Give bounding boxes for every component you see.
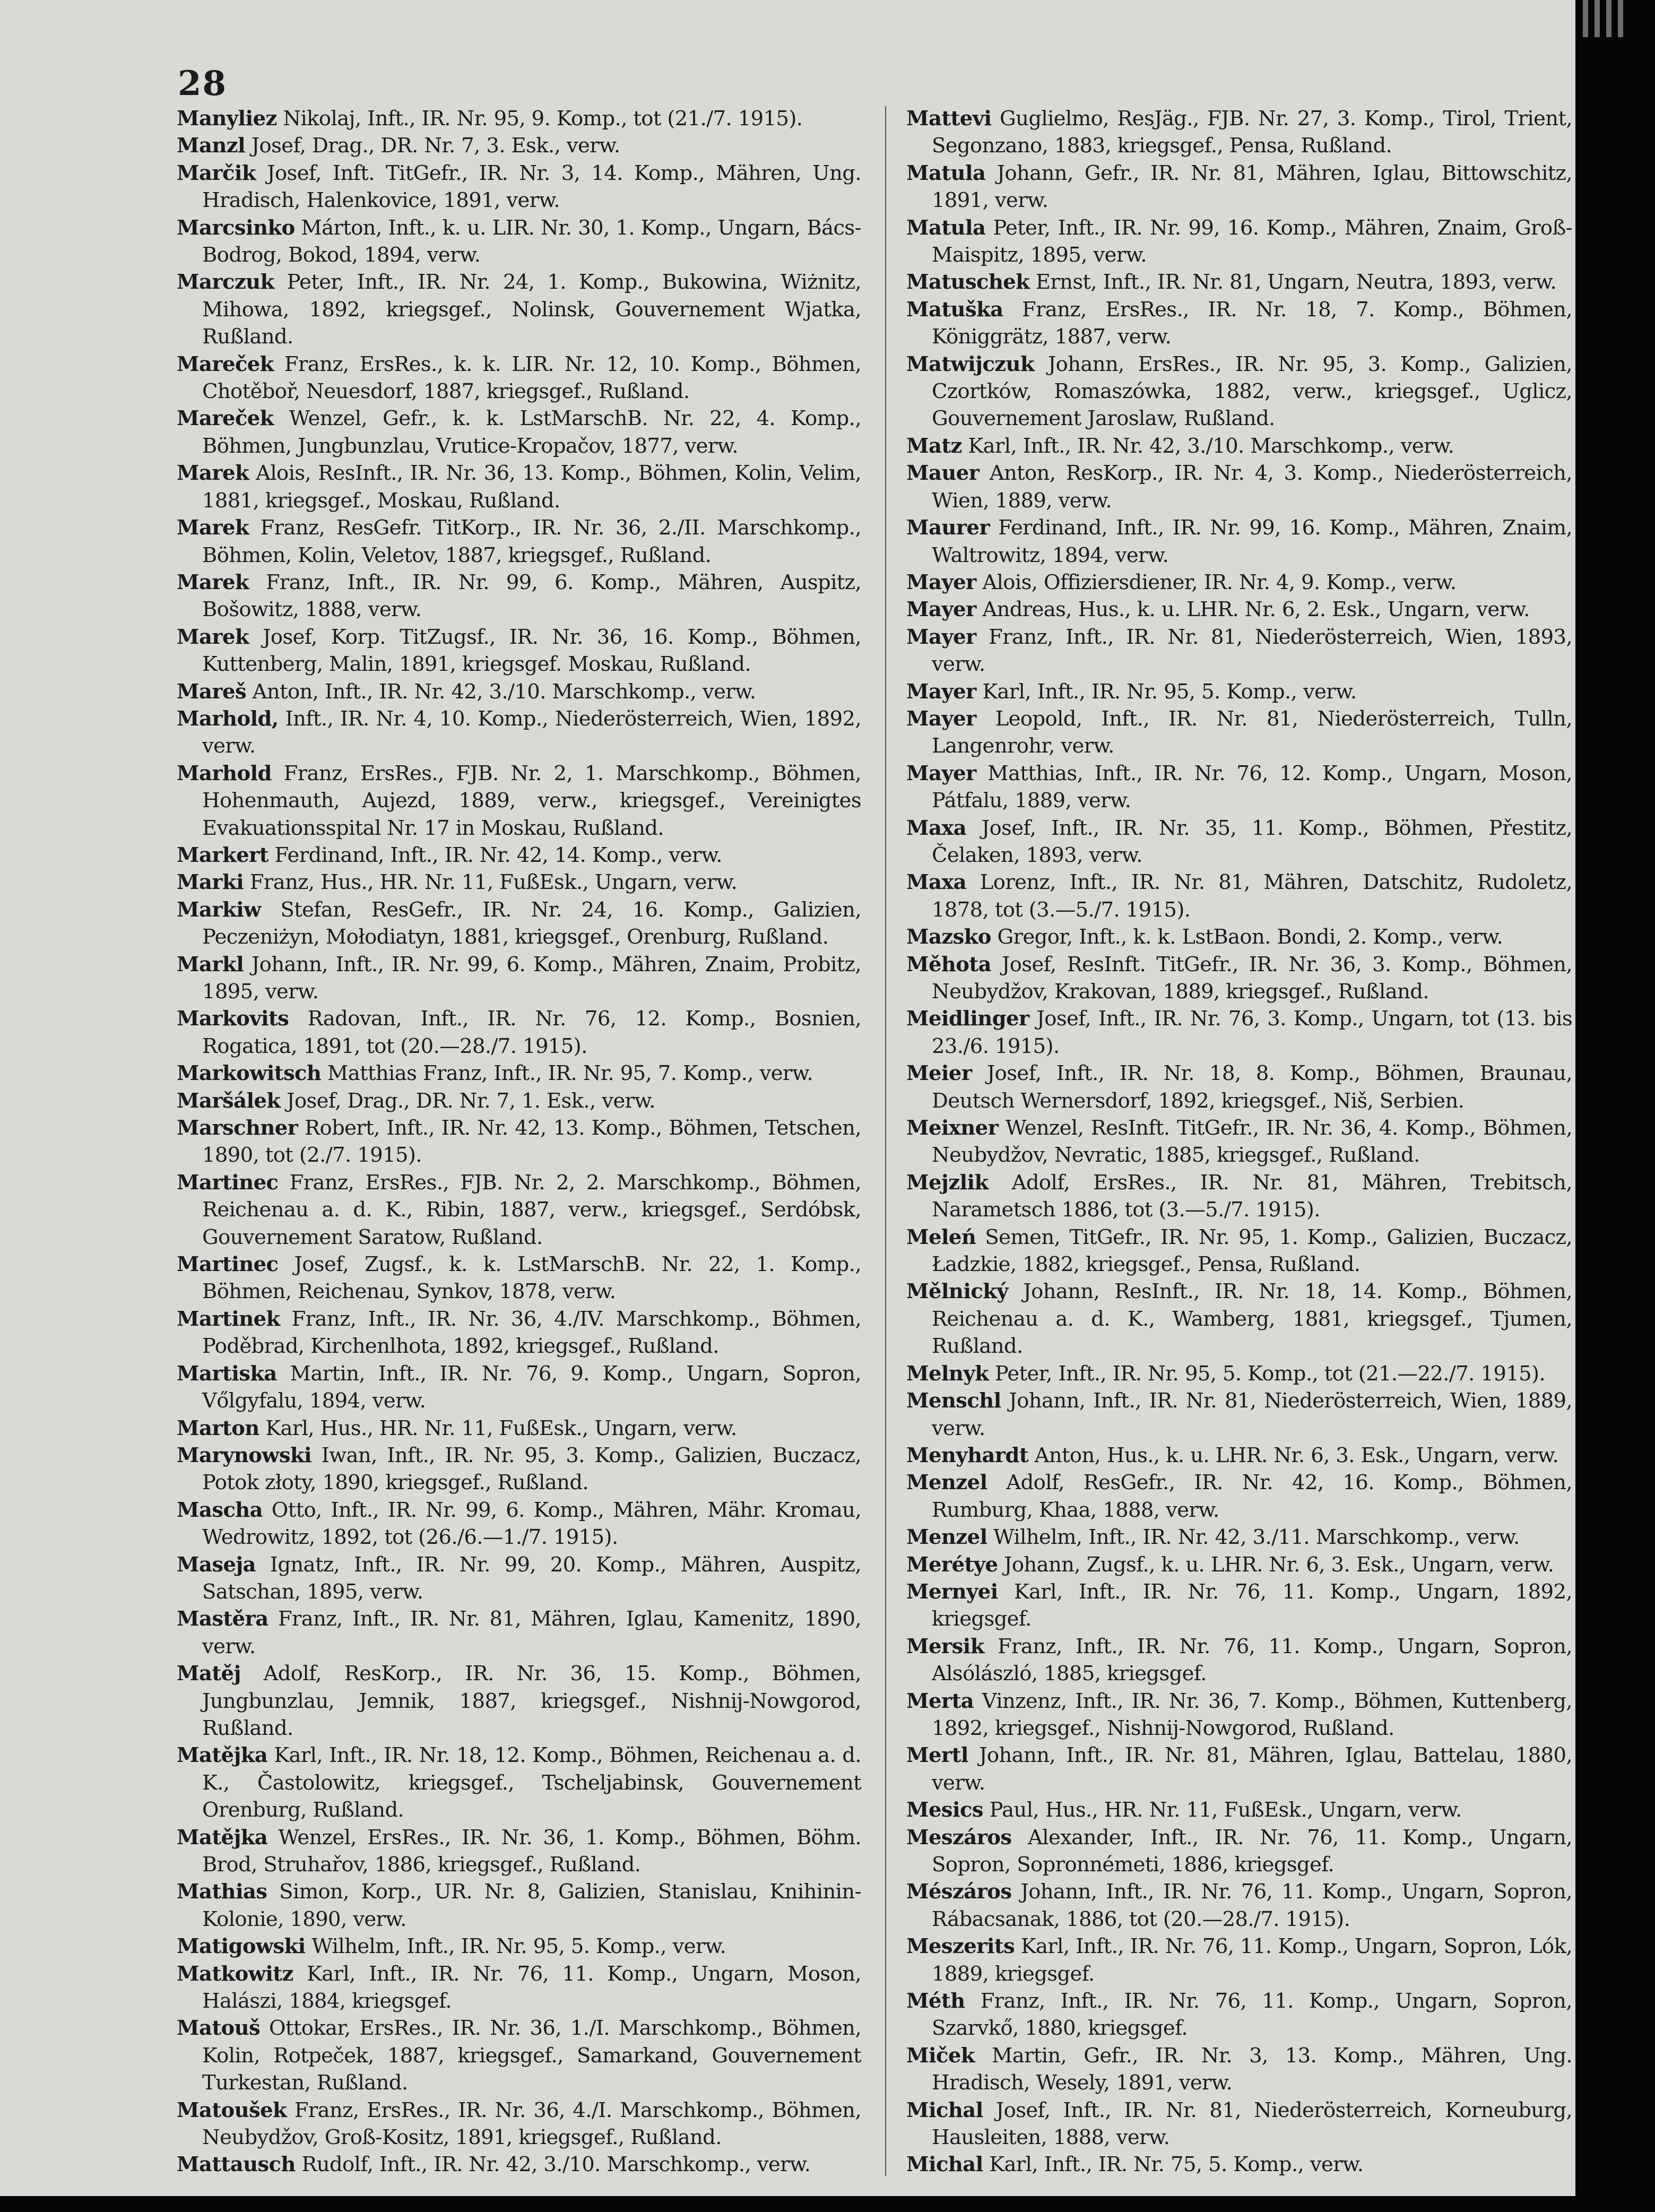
register-entry: [177, 514, 861, 569]
entry-surname: Miček: [906, 2043, 975, 2068]
entry-details: Iwan, Inft., IR. Nr. 95, 3. Komp., Galizien, Buczacz, Potok złoty, 1890, kriegsgef., Rußland.: [202, 1443, 861, 1495]
entry-surname: Maseja: [177, 1552, 256, 1577]
register-entry: [906, 460, 1572, 514]
entry-surname: Marčik: [177, 161, 256, 185]
entry-surname: Maxa: [906, 816, 967, 840]
entry-surname: Matkowitz: [177, 1962, 293, 1986]
page-number: 28: [178, 64, 228, 103]
register-entry: [177, 1551, 861, 1606]
entry-surname: Marki: [177, 870, 244, 895]
entry-details: Johann, Inft., IR. Nr. 81, Mähren, Iglau, Battelau, 1880, verw.: [932, 1743, 1572, 1795]
register-entry: [177, 1660, 861, 1742]
entry-surname: Mészáros: [906, 1880, 1012, 1904]
entry-details: Inft., IR. Nr. 4, 10. Komp., Niederösterreich, Wien, 1892, verw.: [202, 706, 861, 758]
entry-surname: Marczuk: [177, 270, 274, 295]
register-entry: [177, 2015, 861, 2096]
entry-surname: Marcsinko: [177, 215, 295, 240]
entry-details: Josef, Inft., IR. Nr. 81, Niederösterreich, Korneuburg, Hausleiten, 1888, verw.: [932, 2098, 1573, 2150]
entry-surname: Mascha: [177, 1498, 263, 1522]
register-entry: [906, 624, 1572, 678]
register-entry: [177, 1114, 861, 1169]
entry-details: Márton, Inft., k. u. LIR. Nr. 30, 1. Komp., Ungarn, Bács-Bodrog, Bokod, 1894, verw.: [202, 215, 861, 267]
entry-details: Franz, Inft., IR. Nr. 76, 11. Komp., Ungarn, Sopron, Szarvkő, 1880, kriegsgef.: [932, 1989, 1572, 2041]
entry-details: Johann, Inft., IR. Nr. 76, 11. Komp., Ungarn, Sopron, Rábacsanak, 1886, tot (20.—28./7. 1915).: [932, 1880, 1572, 1931]
entry-details: Ferdinand, Inft., IR. Nr. 99, 16. Komp., Mähren, Znaim, Waltrowitz, 1894, verw.: [932, 516, 1573, 567]
register-entry: [906, 160, 1572, 214]
register-entry: [177, 1933, 861, 1960]
register-entry: [177, 1960, 861, 2015]
entry-surname: Michal: [906, 2153, 983, 2177]
entry-details: Karl, Inft., IR. Nr. 76, 11. Komp., Ungarn, Moson, Halászi, 1884, kriegsgef.: [202, 1962, 861, 2014]
entry-surname: Maurer: [906, 516, 990, 540]
entry-details: Karl, Inft., IR. Nr. 76, 11. Komp., Ungarn, 1892, kriegsgef.: [932, 1579, 1573, 1631]
entry-surname: Matoušek: [177, 2098, 287, 2122]
register-entry: [906, 815, 1572, 869]
entry-surname: Mesics: [906, 1798, 983, 1822]
entry-details: Josef, Inft., IR. Nr. 35, 11. Komp., Böhmen, Přestitz, Čelaken, 1893, verw.: [932, 816, 1572, 867]
entry-details: Wilhelm, Inft., IR. Nr. 42, 3./11. Marschkomp., verw.: [993, 1525, 1520, 1550]
register-entry: [906, 1933, 1572, 1988]
entry-details: Franz, ErsRes., FJB. Nr. 2, 1. Marschkomp., Böhmen, Hohenmauth, Aujezd, 1889, verw., kriegsgef., Vereinigtes Evakuationsspital Nr. 17 in Moskau, Rußland.: [202, 761, 861, 840]
entry-details: Semen, TitGefr., IR. Nr. 95, 1. Komp., Galizien, Buczacz, Ładzkie, 1882, kriegsgef., Pensa, Rußland.: [932, 1225, 1573, 1277]
entry-details: Karl, Inft., IR. Nr. 76, 11. Komp., Ungarn, Sopron, Lók, 1889, kriegsgef.: [932, 1934, 1572, 1986]
entry-details: Johann, Gefr., IR. Nr. 81, Mähren, Iglau, Bittowschitz, 1891, verw.: [932, 161, 1572, 213]
entry-details: Franz, Inft., IR. Nr. 81, Mähren, Iglau, Kamenitz, 1890, verw.: [202, 1607, 862, 1658]
entry-surname: Manzl: [177, 134, 246, 158]
entry-details: Wenzel, Gefr., k. k. LstMarschB. Nr. 22, 4. Komp., Böhmen, Jungbunzlau, Vrutice-Kropačov, 1877, verw.: [202, 407, 861, 458]
entry-details: Anton, Hus., k. u. LHR. Nr. 6, 3. Esk., Ungarn, verw.: [1034, 1443, 1559, 1467]
register-entry: [906, 705, 1572, 760]
entry-surname: Marhold: [177, 761, 272, 785]
entry-details: Otto, Inft., IR. Nr. 99, 6. Komp., Mähren, Mähr. Kromau, Wedrowitz, 1892, tot (26./6.—1./7. 1915).: [202, 1498, 862, 1550]
entry-details: Josef, Korp. TitZugsf., IR. Nr. 36, 16. Komp., Böhmen, Kuttenberg, Malin, 1891, kriegsgef. Moskau, Rußland.: [202, 625, 861, 677]
entry-surname: Mareček: [177, 407, 274, 431]
entry-details: Franz, ErsRes., FJB. Nr. 2, 2. Marschkomp., Böhmen, Reichenau a. d. K., Ribin, 1887, verw., kriegsgef., Serdóbsk, Gouvernement Saratow, Rußland.: [202, 1170, 861, 1249]
entry-details: Andreas, Hus., k. u. LHR. Nr. 6, 2. Esk., Ungarn, verw.: [982, 598, 1530, 622]
entry-details: Johann, ErsRes., IR. Nr. 95, 3. Komp., Galizien, Czortków, Romaszówka, 1882, verw., kriegsgef., Uglicz, Gouvernement Jaroslaw, Rußland.: [932, 352, 1572, 431]
entry-surname: Mauer: [906, 461, 980, 486]
entry-surname: Mazsko: [906, 925, 991, 949]
entry-surname: Mareček: [177, 352, 274, 376]
entry-details: Karl, Inft., IR. Nr. 75, 5. Komp., verw.: [989, 2153, 1364, 2177]
register-entry: [906, 1442, 1572, 1469]
entry-surname: Martinek: [177, 1307, 280, 1331]
entry-surname: Mayer: [906, 598, 976, 622]
register-entry: [906, 1060, 1572, 1114]
register-entry: [177, 678, 861, 705]
register-entry: [906, 1278, 1572, 1360]
entry-details: Leopold, Inft., IR. Nr. 81, Niederösterreich, Tulln, Langenrohr, verw.: [932, 706, 1572, 758]
register-entry: [177, 2097, 861, 2151]
register-entry: [177, 1497, 861, 1551]
entry-details: Josef, Inft. TitGefr., IR. Nr. 3, 14. Komp., Mähren, Ung. Hradisch, Halenkovice, 1891, verw.: [202, 161, 861, 213]
entry-details: Johann, Inft., IR. Nr. 99, 6. Komp., Mähren, Znaim, Probitz, 1895, verw.: [202, 952, 861, 1004]
entry-surname: Matula: [906, 161, 986, 185]
entry-details: Vinzenz, Inft., IR. Nr. 36, 7. Komp., Böhmen, Kuttenberg, 1892, kriegsgef., Nishnij-Nowgorod, Rußland.: [932, 1689, 1572, 1740]
entry-surname: Matouš: [177, 2016, 261, 2041]
entry-surname: Matz: [906, 434, 962, 458]
entry-surname: Meszerits: [906, 1934, 1015, 1959]
register-entry: [906, 1169, 1572, 1224]
entry-surname: Mayer: [906, 570, 976, 594]
entry-details: Peter, Inft., IR. Nr. 24, 1. Komp., Bukowina, Wiżnitz, Mihowa, 1892, kriegsgef., Nolinsk, Gouvernement Wjatka, Rußland.: [202, 270, 861, 349]
entry-details: Wilhelm, Inft., IR. Nr. 95, 5. Komp., verw.: [311, 1934, 726, 1959]
entry-surname: Maxa: [906, 870, 967, 895]
entry-surname: Měhota: [906, 952, 991, 977]
register-entry: [177, 105, 861, 132]
entry-details: Matthias Franz, Inft., IR. Nr. 95, 7. Komp., verw.: [327, 1061, 813, 1086]
entry-surname: Meszáros: [906, 1825, 1012, 1850]
entry-surname: Meier: [906, 1061, 972, 1086]
register-entry: [906, 1524, 1572, 1551]
entry-details: Adolf, ResGefr., IR. Nr. 42, 16. Komp., Böhmen, Rumburg, Khaa, 1888, verw.: [932, 1471, 1572, 1522]
entry-surname: Markl: [177, 952, 244, 977]
entry-details: Ignatz, Inft., IR. Nr. 99, 20. Komp., Mähren, Auspitz, Satschan, 1895, verw.: [202, 1552, 861, 1604]
entry-details: Josef, ResInft. TitGefr., IR. Nr. 36, 3. Komp., Böhmen, Neubydžov, Krakovan, 1889, kriegsgef., Rußland.: [932, 952, 1572, 1004]
entry-details: Johann, Zugsf., k. u. LHR. Nr. 6, 3. Esk., Ungarn, verw.: [1003, 1552, 1554, 1577]
entry-details: Ferdinand, Inft., IR. Nr. 42, 14. Komp., verw.: [274, 843, 723, 867]
register-entry: [177, 760, 861, 842]
register-entry: [177, 896, 861, 951]
register-entry: [177, 1251, 861, 1306]
entry-surname: Menyhardt: [906, 1443, 1028, 1467]
entry-surname: Manyliez: [177, 107, 277, 131]
register-entry: [177, 160, 861, 214]
register-entry: [177, 1306, 861, 1360]
register-entry: [906, 596, 1572, 623]
register-entry: [906, 1742, 1572, 1796]
entry-surname: Mersik: [906, 1634, 984, 1658]
entry-details: Peter, Inft., IR. Nr. 99, 16. Komp., Mähren, Znaim, Groß-Maispitz, 1895, verw.: [932, 215, 1573, 267]
scan-edge-notch: [1606, 0, 1611, 37]
left-column: [177, 105, 861, 2179]
register-entry: [177, 405, 861, 460]
entry-details: Karl, Inft., IR. Nr. 18, 12. Komp., Böhmen, Reichenau a. d. K., Častolowitz, kriegsgef., Tscheljabinsk, Gouvernement Orenburg, Rußland.: [202, 1743, 861, 1822]
entry-surname: Markert: [177, 843, 268, 867]
entry-details: Simon, Korp., UR. Nr. 8, Galizien, Stanislau, Knihinin-Kolonie, 1890, verw.: [202, 1880, 862, 1931]
register-entry: [177, 460, 861, 514]
entry-surname: Mareš: [177, 679, 247, 704]
register-entry: [906, 2042, 1572, 2097]
entry-surname: Matwijczuk: [906, 352, 1035, 376]
entry-surname: Mernyei: [906, 1579, 998, 1604]
entry-details: Johann, ResInft., IR. Nr. 18, 14. Komp., Böhmen, Reichenau a. d. K., Wamberg, 1881, kriegsgef., Tjumen, Rußland.: [932, 1280, 1573, 1359]
entry-details: Gregor, Inft., k. k. LstBaon. Bondi, 2. Komp., verw.: [997, 925, 1503, 949]
register-entry: [177, 351, 861, 405]
scan-edge-notch: [1583, 0, 1588, 37]
entry-surname: Marynowski: [177, 1443, 312, 1467]
entry-details: Paul, Hus., HR. Nr. 11, FußEsk., Ungarn, verw.: [989, 1798, 1462, 1822]
entry-surname: Mathias: [177, 1880, 267, 1904]
register-entry: [177, 1415, 861, 1442]
entry-surname: Matěj: [177, 1662, 241, 1686]
register-entry: [906, 214, 1572, 269]
entry-surname: Michal: [906, 2098, 983, 2122]
register-entry: [906, 296, 1572, 351]
register-entry: [177, 1169, 861, 1251]
register-entry: [906, 1578, 1572, 1633]
entry-details: Josef, Drag., DR. Nr. 7, 3. Esk., verw.: [251, 134, 620, 158]
register-entry: [177, 842, 861, 869]
entry-surname: Menzel: [906, 1525, 987, 1550]
register-entry: [906, 951, 1572, 1006]
entry-surname: Martinec: [177, 1252, 279, 1277]
column-divider: [885, 106, 886, 2176]
register-entry: [906, 1988, 1572, 2042]
entry-surname: Matula: [906, 215, 986, 240]
entry-details: Alois, Offiziersdiener, IR. Nr. 4, 9. Komp., verw.: [982, 570, 1457, 594]
entry-details: Franz, Inft., IR. Nr. 99, 6. Komp., Mähren, Auspitz, Bošowitz, 1888, verw.: [202, 570, 862, 622]
entry-surname: Marhold,: [177, 706, 279, 731]
register-entry: [906, 2097, 1572, 2151]
register-entry: [906, 923, 1572, 951]
entry-surname: Méth: [906, 1989, 965, 2014]
entry-surname: Martinec: [177, 1170, 279, 1195]
register-entry: [906, 1114, 1572, 1169]
entry-surname: Markovits: [177, 1007, 289, 1031]
entry-details: Martin, Inft., IR. Nr. 76, 9. Komp., Ungarn, Sopron, Vőlgyfalu, 1894, verw.: [202, 1361, 861, 1413]
entry-details: Wenzel, ResInft. TitGefr., IR. Nr. 36, 4. Komp., Böhmen, Neubydžov, Nevratic, 1885, kriegsgef., Rußland.: [932, 1116, 1572, 1168]
entry-details: Franz, ResGefr. TitKorp., IR. Nr. 36, 2./II. Marschkomp., Böhmen, Kolin, Veletov, 1887, kriegsgef., Rußland.: [202, 516, 862, 567]
entry-surname: Markowitsch: [177, 1061, 322, 1086]
entry-details: Matthias, Inft., IR. Nr. 76, 12. Komp., Ungarn, Moson, Pátfalu, 1889, verw.: [932, 761, 1572, 813]
register-entry: [906, 760, 1572, 815]
register-entry: [177, 269, 861, 350]
register-entry: [906, 1633, 1572, 1688]
scan-edge-bottom: [0, 2196, 1655, 2212]
entry-details: Ottokar, ErsRes., IR. Nr. 36, 1./I. Marschkomp., Böhmen, Kolin, Rotpeček, 1887, kriegsgef., Samarkand, Gouvernement Turkestan, Rußland.: [202, 2016, 861, 2095]
entry-surname: Marek: [177, 461, 249, 486]
register-entry: [906, 433, 1572, 460]
entry-surname: Mejzlik: [906, 1170, 989, 1195]
register-entry: [177, 1605, 861, 1660]
register-entry: [906, 1224, 1572, 1278]
entry-details: Anton, Inft., IR. Nr. 42, 3./10. Marschkomp., verw.: [252, 679, 756, 704]
register-entry: [906, 1360, 1572, 1387]
entry-surname: Martiska: [177, 1361, 277, 1386]
register-entry: [906, 351, 1572, 433]
register-entry: [906, 869, 1572, 923]
entry-surname: Marton: [177, 1416, 259, 1440]
entry-details: Guglielmo, ResJäg., FJB. Nr. 27, 3. Komp., Tirol, Trient, Segonzano, 1883, kriegsgef., Pensa, Rußland.: [932, 107, 1572, 158]
entry-details: Adolf, ErsRes., IR. Nr. 81, Mähren, Trebitsch, Narametsch 1886, tot (3.—5./7. 1915).: [932, 1170, 1572, 1222]
entry-surname: Marschner: [177, 1116, 298, 1140]
entry-surname: Marek: [177, 516, 249, 540]
register-entry: [177, 1060, 861, 1087]
entry-details: Karl, Hus., HR. Nr. 11, FußEsk., Ungarn, verw.: [265, 1416, 737, 1440]
entry-details: Karl, Inft., IR. Nr. 95, 5. Komp., verw.: [982, 679, 1357, 704]
register-entry: [906, 1387, 1572, 1442]
entry-details: Anton, ResKorp., IR. Nr. 4, 3. Komp., Niederösterreich, Wien, 1889, verw.: [932, 461, 1572, 513]
entry-details: Martin, Gefr., IR. Nr. 3, 13. Komp., Mähren, Ung. Hradisch, Wesely, 1891, verw.: [932, 2043, 1573, 2095]
entry-details: Franz, Inft., IR. Nr. 36, 4./IV. Marschkomp., Böhmen, Poděbrad, Kirchenlhota, 1892, kriegsgef., Rußland.: [202, 1307, 861, 1359]
entry-details: Wenzel, ErsRes., IR. Nr. 36, 1. Komp., Böhmen, Böhm. Brod, Struhařov, 1886, kriegsgef., Rußland.: [202, 1825, 861, 1877]
entry-details: Franz, ErsRes., IR. Nr. 18, 7. Komp., Böhmen, Königgrätz, 1887, verw.: [932, 297, 1572, 349]
register-entry: [906, 514, 1572, 569]
entry-surname: Merta: [906, 1689, 974, 1713]
right-column: [906, 105, 1572, 2179]
entry-surname: Mayer: [906, 761, 976, 785]
entry-details: Karl, Inft., IR. Nr. 42, 3./10. Marschkomp., verw.: [968, 434, 1454, 458]
register-entry: [177, 1878, 861, 1933]
register-entry: [177, 869, 861, 896]
entry-surname: Mělnický: [906, 1280, 1009, 1304]
register-entry: [906, 269, 1572, 296]
entry-surname: Maršálek: [177, 1088, 281, 1113]
register-entry: [906, 1005, 1572, 1060]
register-entry: [906, 678, 1572, 705]
entry-surname: Mayer: [906, 706, 976, 731]
entry-details: Franz, ErsRes., k. k. LIR. Nr. 12, 10. Komp., Böhmen, Chotěboř, Neuesdorf, 1887, kriegsgef., Rußland.: [202, 352, 862, 404]
entry-surname: Matigowski: [177, 1934, 306, 1959]
entry-details: Alois, ResInft., IR. Nr. 36, 13. Komp., Böhmen, Kolin, Velim, 1881, kriegsgef., Moskau, Rußland.: [202, 461, 861, 513]
entry-surname: Meleń: [906, 1225, 976, 1249]
register-entry: [906, 569, 1572, 596]
entry-surname: Menschl: [906, 1389, 1001, 1413]
register-entry: [177, 214, 861, 269]
entry-details: Josef, Inft., IR. Nr. 76, 3. Komp., Ungarn, tot (13. bis 23./6. 1915).: [932, 1007, 1573, 1058]
entry-surname: Mayer: [906, 625, 976, 649]
register-entry: [906, 105, 1572, 160]
register-entry: [177, 1824, 861, 1879]
register-entry: [177, 132, 861, 159]
entry-details: Josef, Zugsf., k. k. LstMarschB. Nr. 22, 1. Komp., Böhmen, Reichenau, Synkov, 1878, verw.: [202, 1252, 861, 1304]
register-entry: [906, 1551, 1572, 1578]
entry-details: Stefan, ResGefr., IR. Nr. 24, 16. Komp., Galizien, Peczeniżyn, Mołodiatyn, 1881, kriegsgef., Orenburg, Rußland.: [202, 897, 861, 949]
register-entry: [906, 1824, 1572, 1879]
entry-details: Radovan, Inft., IR. Nr. 76, 12. Komp., Bosnien, Rogatica, 1891, tot (20.—28./7. 1915).: [202, 1007, 861, 1058]
entry-surname: Mertl: [906, 1743, 968, 1768]
register-entry: [906, 1688, 1572, 1742]
register-entry: [906, 1878, 1572, 1933]
entry-surname: Meixner: [906, 1116, 999, 1140]
register-entry: [177, 569, 861, 624]
entry-surname: Matějka: [177, 1825, 268, 1850]
entry-details: Franz, Inft., IR. Nr. 81, Niederösterreich, Wien, 1893, verw.: [932, 625, 1573, 677]
entry-surname: Meidlinger: [906, 1007, 1029, 1031]
register-entry: [177, 705, 861, 760]
register-entry: [177, 2151, 861, 2178]
entry-details: Josef, Drag., DR. Nr. 7, 1. Esk., verw.: [287, 1088, 655, 1113]
entry-surname: Merétye: [906, 1552, 998, 1577]
entry-details: Peter, Inft., IR. Nr. 95, 5. Komp., tot (21.—22./7. 1915).: [994, 1361, 1546, 1386]
entry-details: Lorenz, Inft., IR. Nr. 81, Mähren, Datschitz, Rudoletz, 1878, tot (3.—5./7. 1915).: [932, 870, 1573, 922]
entry-surname: Mastěra: [177, 1607, 268, 1631]
entry-surname: Matějka: [177, 1743, 268, 1768]
entry-surname: Marek: [177, 625, 249, 649]
entry-details: Nikolaj, Inft., IR. Nr. 95, 9. Komp., tot (21./7. 1915).: [283, 107, 803, 131]
entry-details: Adolf, ResKorp., IR. Nr. 36, 15. Komp., Böhmen, Jungbunzlau, Jemnik, 1887, kriegsgef., Nishnij-Nowgorod, Rußland.: [202, 1662, 861, 1740]
register-entry: [906, 2151, 1572, 2178]
entry-details: Alexander, Inft., IR. Nr. 76, 11. Komp., Ungarn, Sopron, Sopronnémeti, 1886, kriegsgef.: [932, 1825, 1573, 1877]
register-entry: [177, 1087, 861, 1114]
register-entry: [906, 1469, 1572, 1524]
register-entry: [177, 951, 861, 1006]
scan-edge-notch: [1618, 0, 1623, 37]
entry-surname: Mattausch: [177, 2153, 296, 2177]
entry-surname: Mattevi: [906, 107, 992, 131]
entry-details: Johann, Inft., IR. Nr. 81, Niederösterreich, Wien, 1889, verw.: [932, 1389, 1573, 1440]
register-entry: [177, 1442, 861, 1497]
register-entry: [177, 1005, 861, 1060]
entry-surname: Matuška: [906, 297, 1003, 322]
entry-surname: Melnyk: [906, 1361, 989, 1386]
register-entry: [906, 1796, 1572, 1824]
register-entry: [177, 1742, 861, 1824]
entry-surname: Markiw: [177, 897, 261, 922]
entry-details: Josef, Inft., IR. Nr. 18, 8. Komp., Böhmen, Braunau, Deutsch Wernersdorf, 1892, kriegsgef., Niš, Serbien.: [932, 1061, 1573, 1113]
scan-edge-right: [1575, 0, 1655, 2212]
entry-details: Ernst, Inft., IR. Nr. 81, Ungarn, Neutra, 1893, verw.: [1035, 270, 1557, 295]
entry-details: Robert, Inft., IR. Nr. 42, 13. Komp., Böhmen, Tetschen, 1890, tot (2./7. 1915).: [202, 1116, 862, 1168]
entry-details: Franz, Hus., HR. Nr. 11, FußEsk., Ungarn, verw.: [249, 870, 738, 895]
entry-surname: Marek: [177, 570, 249, 594]
entry-details: Franz, ErsRes., IR. Nr. 36, 4./I. Marschkomp., Böhmen, Neubydžov, Groß-Kositz, 1891, kriegsgef., Rußland.: [202, 2098, 862, 2150]
register-entry: [177, 1360, 861, 1415]
scan-edge-notch: [1595, 0, 1600, 37]
register-entry: [177, 624, 861, 678]
entry-details: Rudolf, Inft., IR. Nr. 42, 3./10. Marschkomp., verw.: [301, 2153, 811, 2177]
entry-surname: Matuschek: [906, 270, 1030, 295]
entry-details: Franz, Inft., IR. Nr. 76, 11. Komp., Ungarn, Sopron, Alsólászló, 1885, kriegsgef.: [932, 1634, 1572, 1686]
entry-surname: Mayer: [906, 679, 976, 704]
entry-surname: Menzel: [906, 1471, 987, 1495]
